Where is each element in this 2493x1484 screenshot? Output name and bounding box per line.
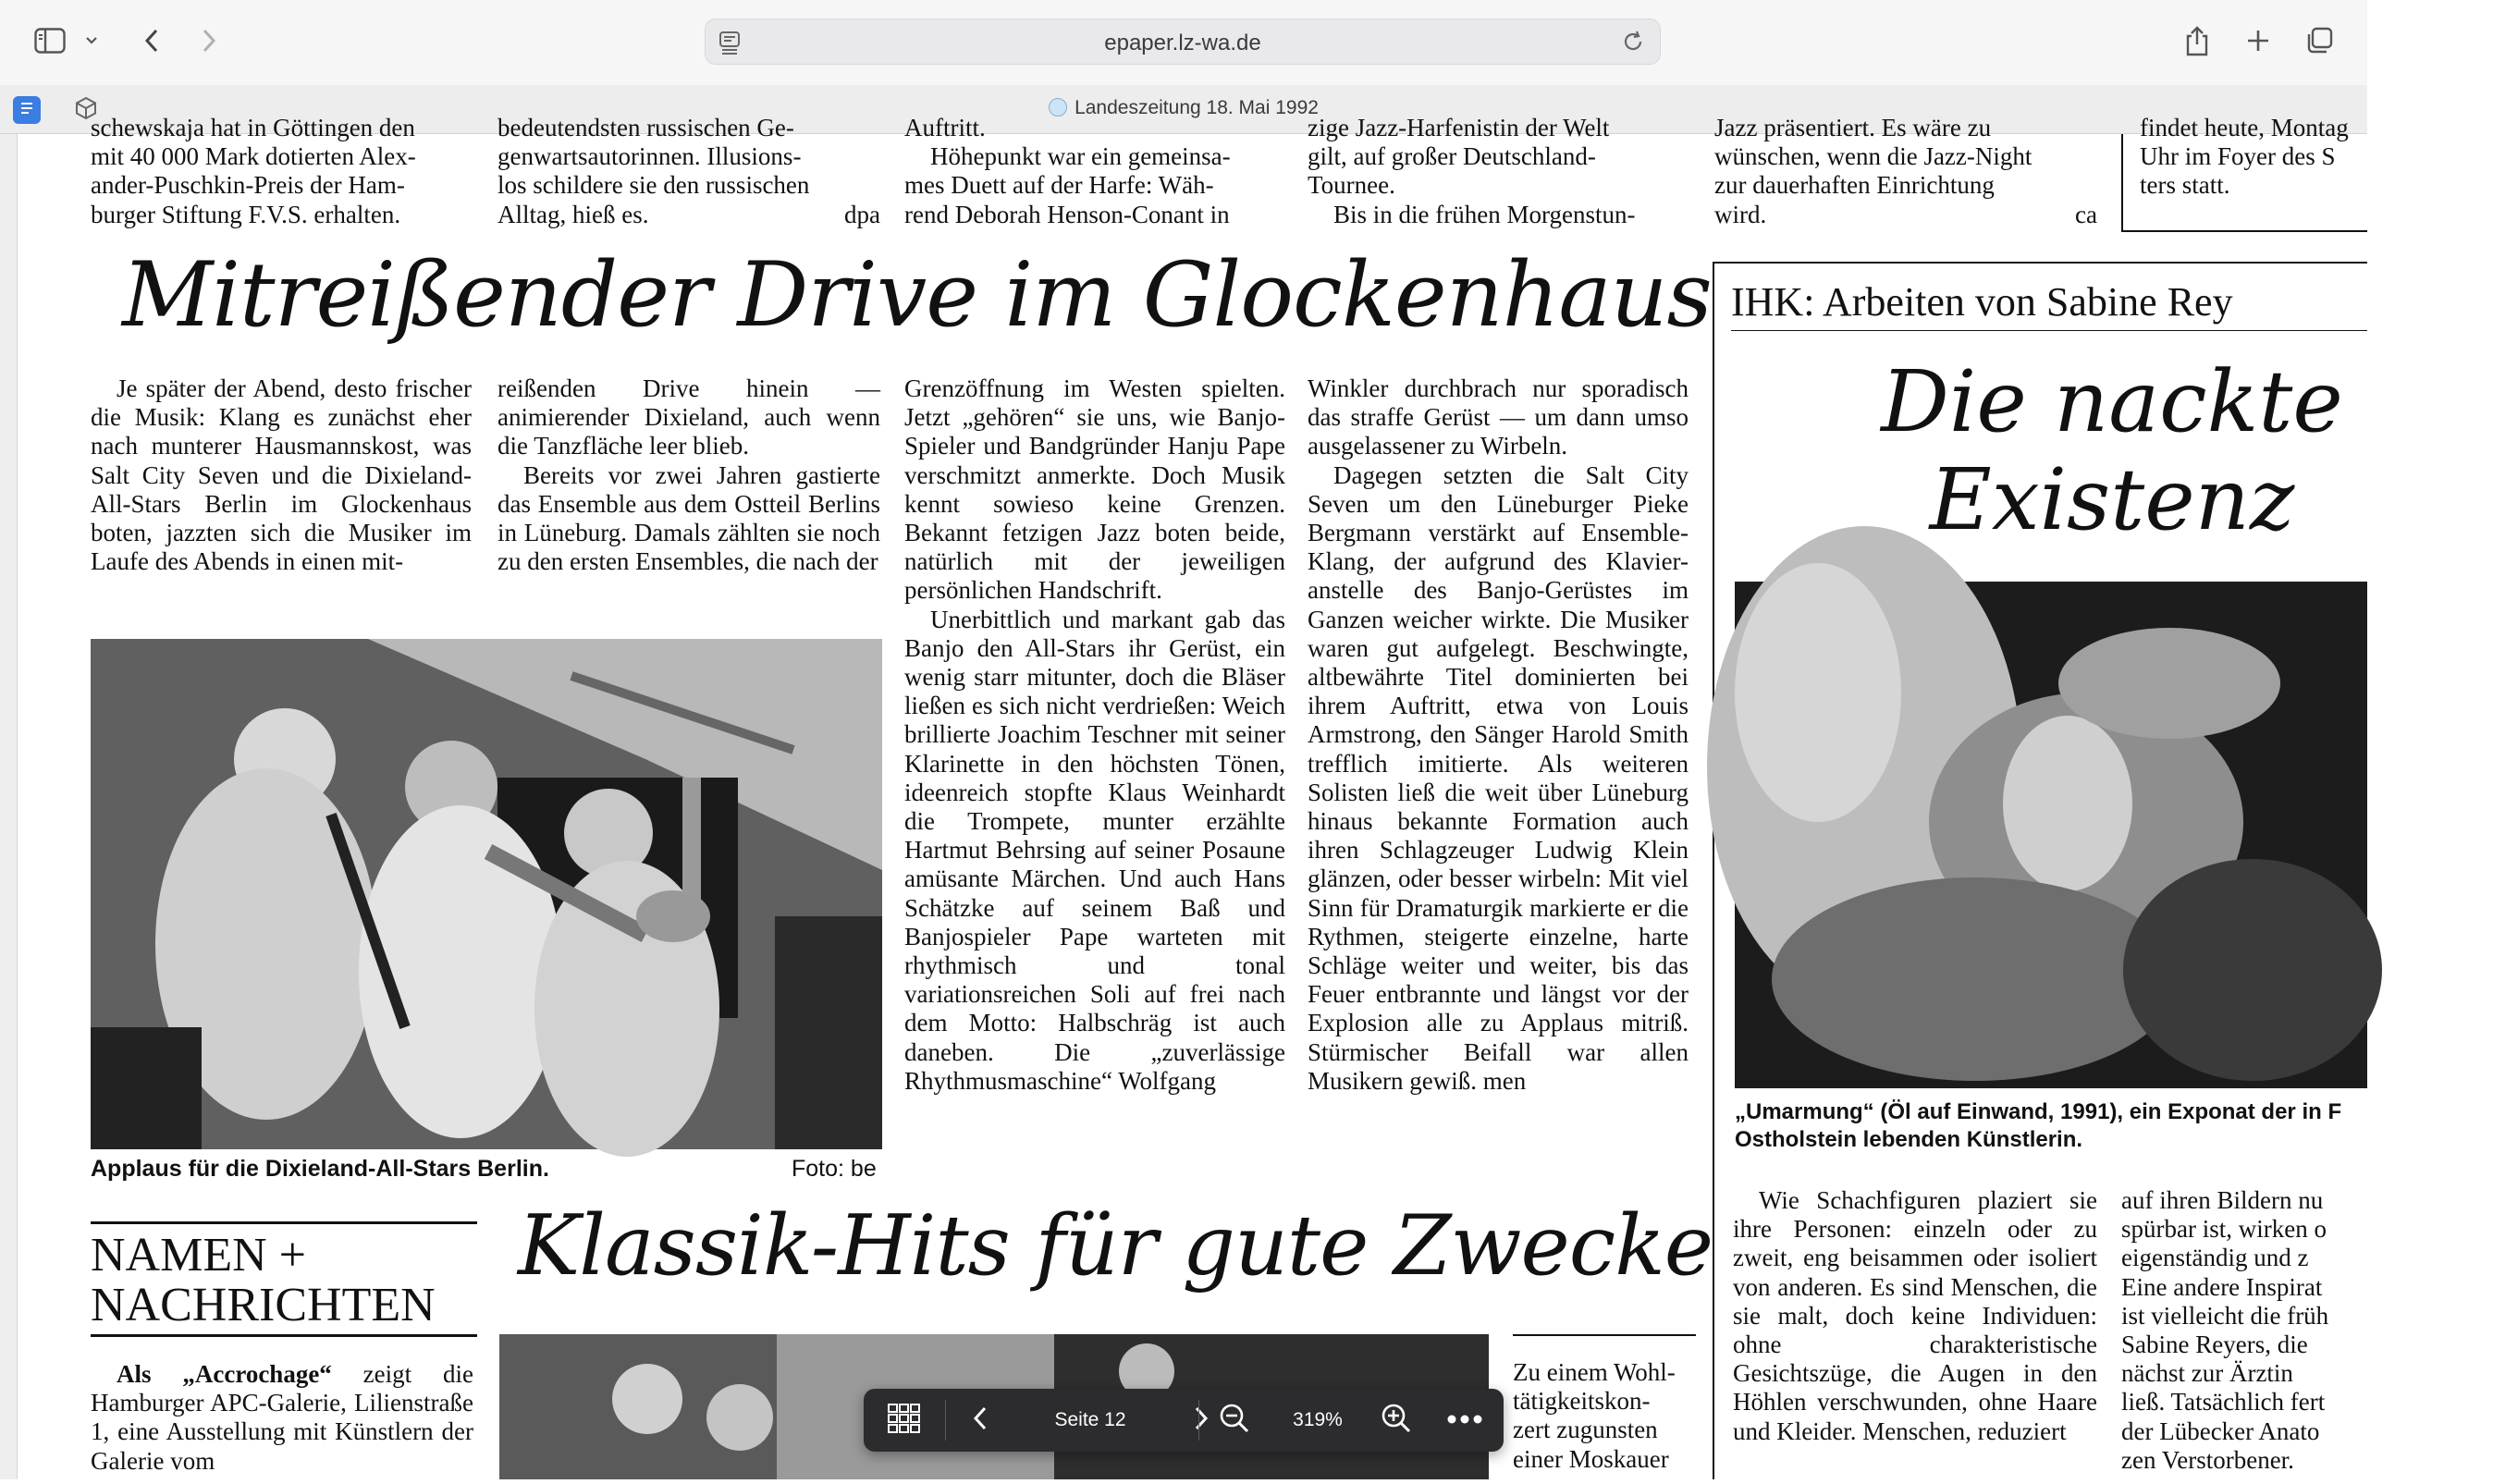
toolbar-divider (1198, 1400, 1199, 1441)
grid-icon (888, 1404, 921, 1438)
photo-credit: Foto: be (792, 1156, 877, 1182)
reload-icon[interactable] (1621, 30, 1645, 58)
url-text: epaper.lz-wa.de (1104, 31, 1261, 55)
share-icon (2184, 25, 2210, 61)
sidebar-rule (1713, 262, 1714, 1479)
zoom-out-icon (1219, 1403, 1250, 1439)
article-column-4: Winkler durchbrach nur sporadisch das straffe Gerüst — um dann umso ausgelassener zu Wirbeln. Dagegen setzten die Salt City Seven um den Lüneburger Pieke Bergmann verstärkt auf Ensemble-Klang, der aufgrund des Klavier- anstelle des Banjo-Gerüstes im Ganzen weicher wirkte. Die Musiker waren gut aufgelegt. Beschwingte, altbewährte Titel dominierten bei ihrem Auftritt, etwa von Louis Armstrong, den Sänger Harold Smith trefflich imitierte. Als weiteren Solisten ließ die weit über Lüneburg hinaus bekannte Formation auch ihren Schlagzeuger Ludwig Klein glänzen, oder besser wirbeln: Mit viel Sinn für Dramaturgik markierte er die Rythmen, steigerte einzelne, harte Schläge weiter und weiter, bis das Feuer entbrannte und längst vor der Explosion alle zu Applaus mitriß. Stürmischer Beifall war allen Musikern gewiß. men (1308, 374, 1689, 1095)
article-headline: Mitreißender Drive im Glockenhaus (122, 243, 1712, 347)
new-tab-button[interactable] (2238, 22, 2278, 63)
article-column-3: Grenzöffnung im Westen spielten. Jetzt „gehören“ sie uns, wie Banjo-Spieler und Bandgründer Hanju Pape verschmitzt anmerkte. Doch Musik kennt sowieso keine Grenzen. Bekannt fetzigen Jazz boten beide, natürlich mit der jeweiligen persönlichen Handschrift. Unerbittlich und markant gab das Banjo den All-Stars ihr Gerüst, ein wenig starr mitunter, doch die Bläser ließen es sich nicht verdrießen: Weich brillierte Joachim Teschner mit seiner Klarinette in den höchsten Tönen, ideenreich stopfte Klaus Weinhardt die Trompete, munter erzählte Hartmut Behrsing auf seiner Posaune amüsante Märchen. Und auch Hans Schätzke auf seinem Baß und Banjospieler Pape warteten mit rhythmisch und tonal variationsreichen Soli auf frei nach dem Motto: Halbschräg ist auch daneben. Die „zuverlässige Rhythmusmaschine“ Wolfgang (904, 374, 1285, 1095)
sidebar-icon (34, 28, 66, 58)
section-rule (91, 1334, 477, 1337)
sidebar-kicker: IHK: Arbeiten von Sabine Rey (1731, 279, 2233, 325)
box-rule (2121, 134, 2123, 232)
namen-column: Als „Accrochage“ zeigt die Hamburger APC-Galerie, Lilienstraße 1, eine Ausstellung mit Künstlern der Galerie vom (91, 1360, 473, 1475)
toolbar-divider (945, 1400, 946, 1441)
tab-title: Landeszeitung 18. Mai 1992 (1075, 97, 1319, 118)
reader-mode-button[interactable] (13, 96, 41, 124)
top-column-4: zige Jazz-Harfenistin der Welt gilt, auf großer Deutschland- Tournee. Bis in die frühen Morgenstun- (1308, 114, 1636, 228)
kicker-rule (1731, 330, 2367, 331)
top-column-6: findet heute, Montag Uhr im Foyer des S ters statt. (2140, 114, 2349, 200)
top-column-1: schewskaja hat in Göttingen den mit 40 000 Mark dotierten Alex- ander-Puschkin-Preis der Ham- burger Stiftung F.V.S. erhalten. (91, 114, 416, 228)
sidebar-rule (1713, 262, 2367, 264)
painting-caption-line-2: Ostholstein lebenden Künstlerin. (1735, 1127, 2083, 1152)
section-heading: NAMEN + NACHRICHTEN (91, 1229, 436, 1331)
more-options-button[interactable] (1428, 1389, 1502, 1452)
sidebar-column-2: auf ihren Bildern nu spürbar ist, wirken o eigenständig und z Eine andere Inspirat ist vielleicht die früh Sabine Reyers, die nächst zur Ärztin ließ. Tatsächlich fert der Lübecker Anato zen Verstorbener. (2121, 1186, 2329, 1474)
article2-rule (1513, 1334, 1696, 1336)
zoom-level: 319% (1293, 1409, 1343, 1430)
share-button[interactable] (2177, 22, 2217, 63)
browser-toolbar (0, 0, 2367, 85)
band-photo (91, 639, 882, 1149)
thumbnails-button[interactable] (864, 1389, 945, 1452)
more-icon (1447, 1412, 1482, 1429)
zoom-out-button[interactable] (1200, 1389, 1269, 1452)
painting-photo (1735, 582, 2367, 1088)
plus-icon (2245, 28, 2271, 58)
section-rule (91, 1221, 477, 1224)
previous-page-button[interactable] (949, 1389, 1012, 1452)
photo-caption: Applaus für die Dixieland-All-Stars Berlin. (91, 1156, 549, 1182)
painting-caption-line-1: „Umarmung“ (Öl auf Einwand, 1991), ein Exponat der in F (1735, 1099, 2342, 1124)
tab-overview-button[interactable] (2299, 22, 2339, 63)
page-number: Seite 12 (1054, 1409, 1126, 1430)
article2-headline: Klassik-Hits für gute Zwecke (518, 1197, 1713, 1294)
chevron-down-icon (84, 34, 99, 51)
sidebar-column-1: Wie Schachfiguren plaziert sie ihre Personen: einzeln oder zu zweit, eng beisammen oder isoliert von anderen. Es sind Menschen, die sie malt, doch keine Individuen: ohne charakteristische Gesichtszüge, die Augen in den Höhlen verschwunden, ohne Haare und Kleider. Menschen, reduziert (1733, 1186, 2097, 1445)
back-button[interactable] (131, 22, 172, 63)
article-column-1: Je später der Abend, desto frischer die Musik: Klang es zunächst eher nach munterer Hausmannskost, was Salt City Seven und die Dixieland-All-Stars Berlin im Glockenhaus boten, jazzten sich die Musiker im Laufe des Abends in einen mit- (91, 374, 472, 576)
address-bar[interactable] (705, 18, 1661, 65)
page-gutter (0, 134, 18, 1479)
article-column-2: reißenden Drive hinein — animierender Dixieland, auch wenn die Tanzfläche leer blieb. Bereits vor zwei Jahren gastierte das Ensemble aus dem Ostteil Berlins in Lüneburg. Damals zählten sie noch zu den ersten Ensembles, die nach der (497, 374, 880, 576)
top-column-3: Auftritt. Höhepunkt war ein gemeinsa- mes Duett auf der Harfe: Wäh- rend Deborah Henson-Conant in (904, 114, 1231, 228)
chevron-left-icon (142, 27, 161, 59)
top-column-5: Jazz präsentiert. Es wäre zu wünschen, wenn die Jazz-Night zur dauerhaften Einrichtung wird. ca (1714, 114, 2097, 228)
zoom-in-icon (1381, 1403, 1412, 1439)
pdf-toolbar (864, 1389, 1504, 1452)
sidebar-toggle-button[interactable] (30, 22, 70, 63)
sidebar-headline-line-2: Existenz (1929, 450, 2295, 549)
tab-group-dropdown[interactable] (78, 22, 105, 63)
pdf-page (0, 114, 2367, 1479)
top-column-2: bedeutendsten russischen Ge- genwartsautorinnen. Illusions- los schildere sie den russischen Alltag, hieß es. dpa (497, 114, 880, 228)
chevron-left-icon (972, 1404, 989, 1437)
zoom-in-button[interactable] (1369, 1389, 1424, 1452)
forward-button[interactable] (189, 22, 229, 63)
article2-column: Zu einem Wohl- tätigkeitskon- zert zugunsten einer Moskauer (1513, 1358, 1676, 1473)
sidebar-headline-line-1: Die nackte (1881, 352, 2343, 451)
document-icon (18, 100, 35, 121)
box-rule (2121, 230, 2367, 232)
chevron-right-icon (200, 27, 218, 59)
tab-overview-icon (2304, 26, 2334, 60)
